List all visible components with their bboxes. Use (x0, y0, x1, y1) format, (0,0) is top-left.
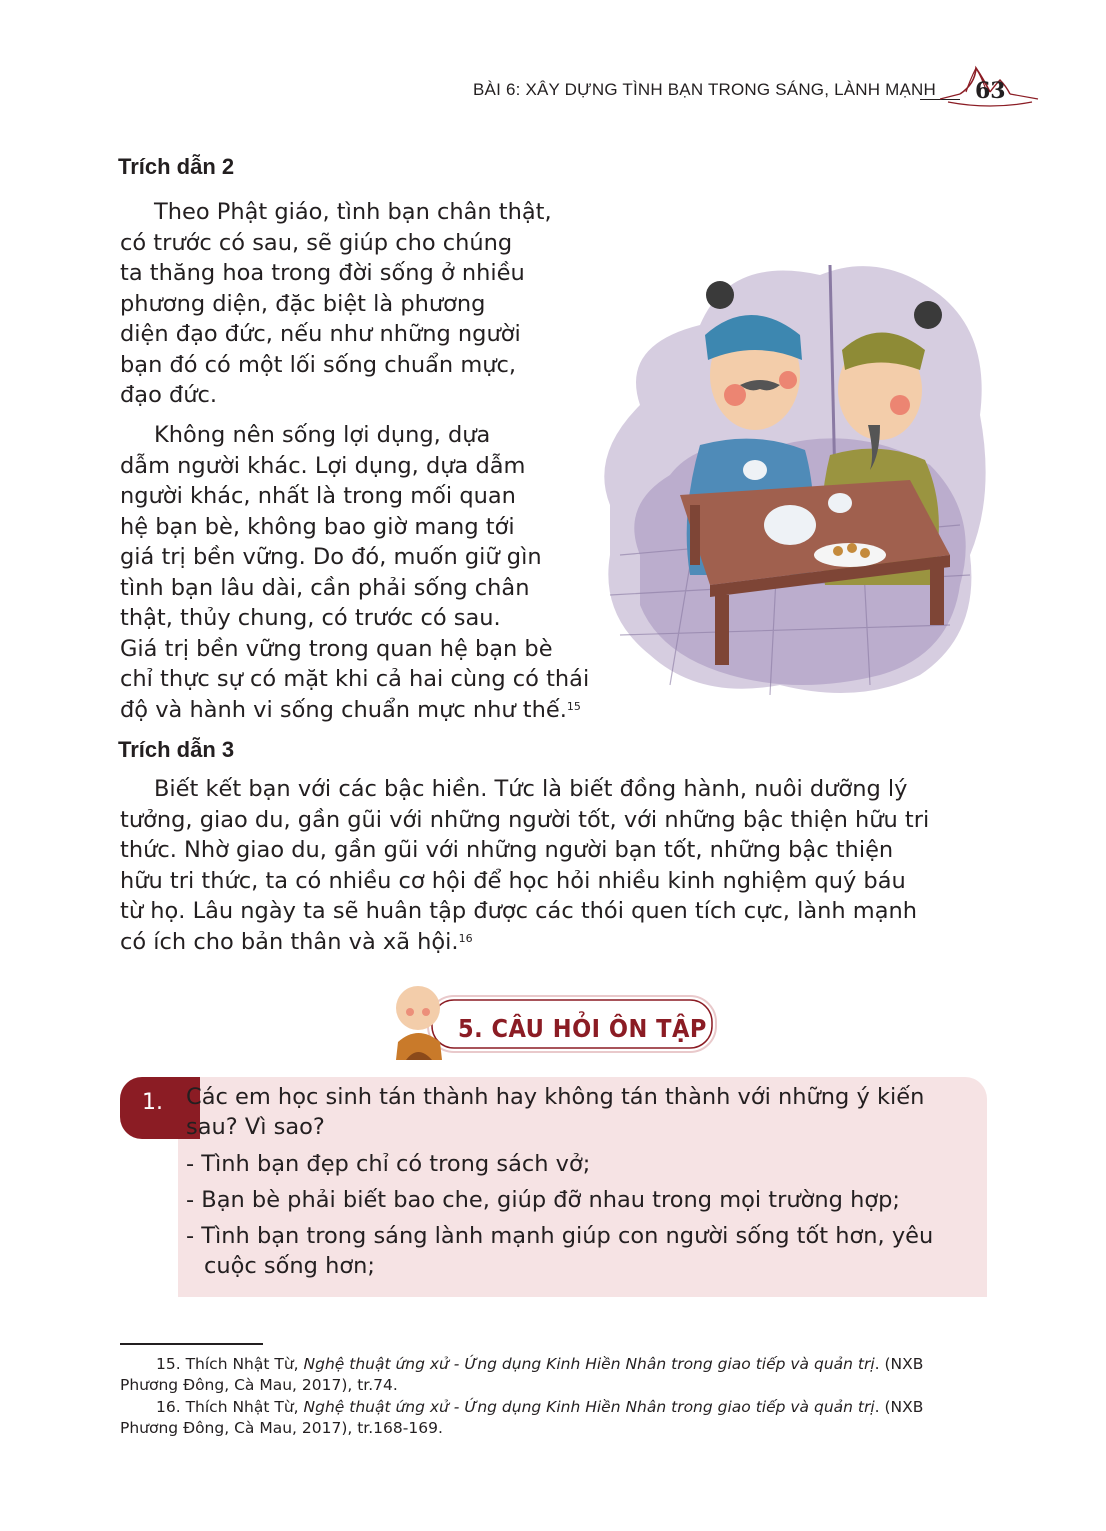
question-number: 1. (142, 1090, 163, 1115)
page-number: 63 (975, 78, 1006, 104)
footnote-15: 15. Thích Nhật Từ, Nghệ thuật ứng xử - Ứng dụng Kinh Hiền Nhân trong giao tiếp và quản trị. (NXB Phương Đông, Cà Mau, 2017), tr.74. (120, 1355, 924, 1394)
two-friends-tea-illustration (580, 255, 990, 700)
question-item-3: - Tình bạn trong sáng lành mạnh giúp con người sống tốt hơn, yêu (186, 1223, 934, 1249)
quote-2-heading: Trích dẫn 2 (118, 154, 235, 179)
section-title: 5. CÂU HỎI ÔN TẬP (458, 1014, 707, 1043)
quote-2-paragraph-2: Không nên sống lợi dụng, dựa dẫm người khác. Lợi dụng, dựa dẫm người khác, nhất là trong mối quan hệ bạn bè, không bao giờ mang tới giá trị bền vững. Do đó, muốn giữ gìn tình bạn lâu dài, cần phải sống chân thật, thủy chung, có trước có sau. Giá trị bền vững trong quan hệ bạn bè chỉ thực sự có mặt khi cả hai cùng có thái độ và hành vi sống chuẩn mực như thế.$^{15}$ (120, 422, 590, 723)
quote-3-paragraph: Biết kết bạn với các bậc hiền. Tức là biết đồng hành, nuôi dưỡng lý tưởng, giao du, gần gũi với những người tốt, với những bậc thiện hữu tri thức. Nhờ giao du, gần gũi với những người bạn tốt, những bậc thiện hữu tri thức, ta có nhiều cơ hội để học hỏi nhiều kinh nghiệm quý báu từ họ. Lâu ngày ta sẽ huân tập được các thói quen tích cực, lành mạnh có ích cho bản thân và xã hội.$^{16}$ (120, 776, 930, 955)
question-item-3-cont: cuộc sống hơn; (204, 1253, 375, 1279)
question-item-2: - Bạn bè phải biết bao che, giúp đỡ nhau trong mọi trường hợp; (186, 1187, 900, 1213)
footnote-rule (120, 1343, 263, 1345)
footnote-ref-16[interactable]: 16 (458, 931, 473, 945)
question-line-1: Các em học sinh tán thành hay không tán thành với những ý kiến (186, 1084, 925, 1110)
quote-2-paragraph-1: Theo Phật giáo, tình bạn chân thật, có trước có sau, sẽ giúp cho chúng ta thăng hoa trong đời sống ở nhiều phương diện, đặc biệt là phương diện đạo đức, nếu như những người bạn đó có một lối sống chuẩn mực, đạo đức. (120, 199, 552, 408)
question-item-1: - Tình bạn đẹp chỉ có trong sách vở; (186, 1151, 591, 1177)
footnote-16: 16. Thích Nhật Từ, Nghệ thuật ứng xử - Ứng dụng Kinh Hiền Nhân trong giao tiếp và quản trị. (NXB Phương Đông, Cà Mau, 2017), tr.168-169. (120, 1398, 924, 1437)
footnote-ref-15[interactable]: 15 (566, 699, 581, 713)
question-line-2: sau? Vì sao? (186, 1114, 325, 1140)
chapter-title: BÀI 6: XÂY DỰNG TÌNH BẠN TRONG SÁNG, LÀNH MẠNH (473, 80, 936, 99)
quote-3-heading: Trích dẫn 3 (118, 737, 235, 762)
